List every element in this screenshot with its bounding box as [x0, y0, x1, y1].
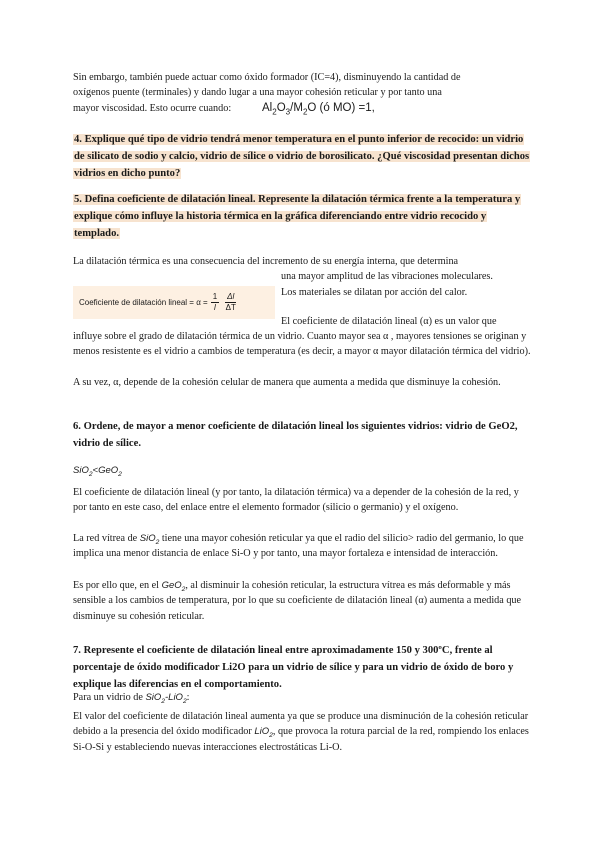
q6-paragraph-2: La red vítrea de SiO$_2$ tiene una mayor cohesión reticular ya que el radio del silicio> radio del germanio, lo que implica una menor distancia de enlace Si-O y por tanto, una mayor fortaleza e intensidad de interacción. — [73, 533, 524, 560]
dilatation-coefficient-formula — [73, 286, 275, 319]
question-6: 6. Ordene, de mayor a menor coeficiente de dilatación lineal los siguientes vidrios: vidrio de GeO2, vidrio de sílice. — [73, 421, 518, 449]
q7-paragraph-1: El valor del coeficiente de dilatación lineal aumenta ya que se produce una disminución de la cohesión reticular debido a la presencia del óxido modificador LiO$_2$, que provoca la rotura parcial de la red, rompiendo los enlaces Si-O-Si y estableciendo nuevas interacciones electrostáticas Li-O. — [73, 711, 529, 753]
formula-fraction-1: $\frac{1}{l}$ — [212, 292, 218, 312]
intro-line-3: mayor viscosidad. Esto ocurre cuando: — [73, 102, 232, 114]
q5-answer-line-2: una mayor amplitud de las vibraciones moleculares. — [281, 271, 493, 282]
q5-coefficient-line: El coeficiente de dilatación lineal (α) es un valor que — [281, 316, 497, 327]
alumina-ratio-formula: $Al_2O_3/M_2O$ (ó MO) =1, — [262, 102, 375, 117]
q5-answer-line-3: Los materiales se dilatan por acción del calor. — [281, 287, 468, 298]
question-4-text: 4. Explique qué tipo de vidrio tendrá menor temperatura en el punto inferior de recocido: un vidrio de silicato de sodio y calcio, vidrio de sílice o vidrio de borosilicato. ¿Qué viscosidad presentan dichos vidrios en dicho punto? — [74, 134, 530, 179]
question-5-text: 5. Defina coeficiente de dilatación lineal. Represente la dilatación térmica frente a la temperatura y explique cómo influye la historia térmica en la gráfica diferenciando entre vidrio recocido y templado. — [74, 194, 521, 239]
q5-coefficient-paragraph: influye sobre el grado de dilatación térmica de un vidrio. Cuanto mayor sea α , mayores tensiones se originan y menos resistente es el vidrio a cambios de temperatura (es decir, a mayor α mayor dilatación térmica del vidrio). — [73, 331, 531, 358]
intro-line-1: Sin embargo, también puede actuar como óxido formador (IC=4), disminuyendo la cantidad de — [73, 72, 461, 83]
q5-answer-line-1: La dilatación térmica es una consecuencia del incremento de su energía interna, que determina — [73, 256, 459, 267]
q6-paragraph-3: Es por ello que, en el GeO$_2$, al disminuir la cohesión reticular, la estructura vítrea es más deformable y más sensible a los cambios de temperatura, por lo que su coeficiente de dilatación lineal (α) aumenta a medida que disminuye su cohesión reticular. — [73, 580, 522, 622]
q6-paragraph-1: El coeficiente de dilatación lineal (y por tanto, la dilatación térmica) va a depender de la cohesión de la red, y por tanto en este caso, del enlace entre el elemento formador (silicio o germanio) y el oxígeno. — [73, 487, 519, 514]
formula-fraction-2: $\frac{\Delta l}{\Delta T}$ — [225, 292, 236, 312]
q7-subheading: Para un vidrio de SiO$_2$-LiO$_2$: — [73, 692, 190, 705]
formula-label: Coeficiente de dilatación lineal = α = — [79, 298, 208, 307]
question-5 — [73, 191, 531, 242]
intro-line-2: oxígenos puente (terminales) y dando lugar a una mayor cohesión reticular y por tanto una — [73, 87, 442, 99]
q5-cohesion-paragraph: A su vez, α, depende de la cohesión celular de manera que aumenta a medida que disminuye la cohesión. — [73, 377, 501, 388]
question-4 — [73, 131, 531, 182]
question-7: 7. Represente el coeficiente de dilatación lineal entre aproximadamente 150 y 300ºC, frente al porcentaje de óxido modificador Li2O para un vidrio de sílice y para un vidrio de óxido de boro y explique las diferencias en el comportamiento. — [73, 645, 514, 690]
q6-order: SiO$_2$<GeO$_2$ — [73, 465, 122, 478]
